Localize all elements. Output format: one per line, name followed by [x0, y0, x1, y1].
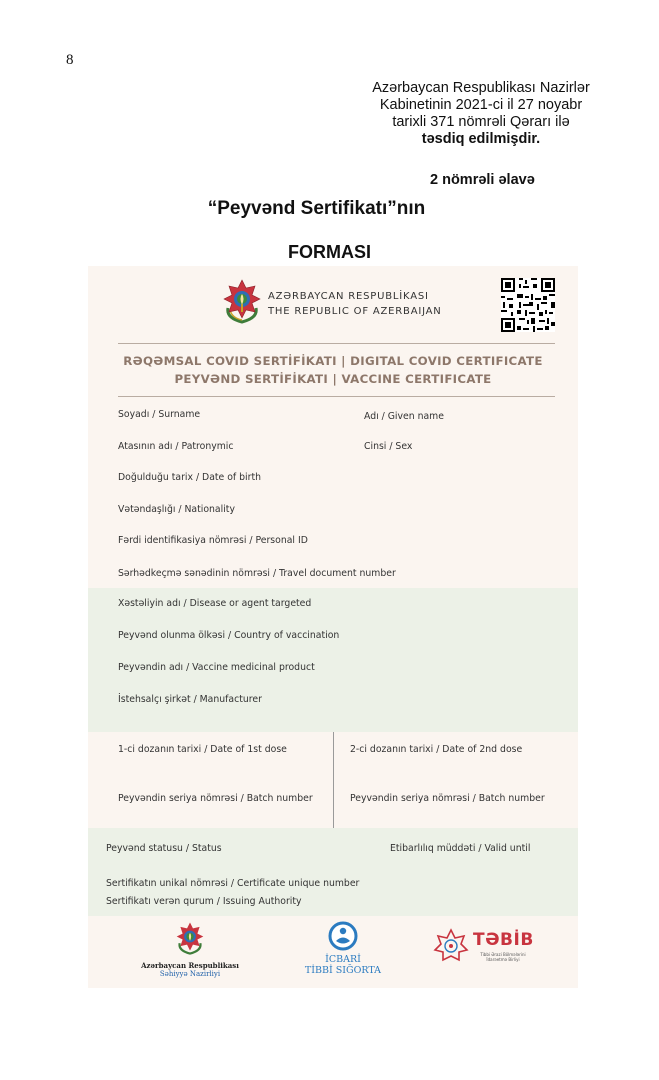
tabib-logo: [433, 928, 543, 968]
authority-logos: [88, 916, 578, 988]
field-manufacturer: İstehsalçı şirkət / Manufacturer: [118, 694, 262, 705]
republic-name: [268, 289, 442, 319]
field-personal-id: Fərdi identifikasiya nömrəsi / Personal ID: [118, 535, 308, 546]
field-patronymic: Atasının adı / Patronymic: [118, 441, 234, 452]
tabib-star-icon: [433, 928, 469, 964]
icbari-line2: TİBBİ SIĞORTA: [304, 965, 382, 976]
approval-line-3: tarixli 371 nömrəli Qərarı ilə: [392, 114, 570, 130]
field-issuing-authority: Sertifikatı verən qurum / Issuing Authority: [106, 896, 302, 907]
vaccine-certificate-form: [88, 266, 578, 988]
icbari-line1: İCBARİ: [325, 954, 361, 965]
tabib-subtitle: Tibbi Ərazi Bölmələrini İdarəetmə Birliyi: [480, 952, 526, 962]
field-unique-number: Sertifikatın unikal nömrəsi / Certificate unique number: [106, 878, 360, 889]
field-status: Peyvənd statusu / Status: [106, 843, 222, 854]
vaccination-band: [88, 588, 578, 732]
ministry-emblem-icon: [174, 921, 206, 955]
field-disease: Xəstəliyin adı / Disease or agent targeted: [118, 598, 312, 609]
field-batch-number-2: Peyvəndin seriya nömrəsi / Batch number: [350, 793, 545, 804]
certificate-title-digital: RƏQƏMSAL COVID SERTİFİKATI | DIGITAL COVID CERTIFICATE: [123, 354, 543, 368]
ministry-of-health-logo: [140, 921, 240, 978]
field-vaccine: Peyvəndin adı / Vaccine medicinal product: [118, 662, 315, 673]
ministry-name-line1: Azərbaycan Respublikası: [141, 961, 239, 970]
approval-line-1: Azərbaycan Respublikası Nazirlər: [372, 80, 590, 96]
tabib-wordmark: TƏBİB: [473, 930, 534, 950]
qr-code-icon: [501, 278, 555, 332]
field-dose1-date: 1-ci dozanın tarixi / Date of 1st dose: [118, 744, 287, 755]
header-divider: [118, 343, 555, 344]
approval-block: [361, 80, 601, 148]
icbari-tibbi-sigorta-logo: [298, 921, 388, 976]
certificate-header: [88, 266, 578, 344]
field-dose2-date: 2-ci dozanın tarixi / Date of 2nd dose: [350, 744, 523, 755]
field-sex: Cinsi / Sex: [364, 441, 413, 452]
icbari-insurance-icon: [328, 921, 358, 951]
certificate-title-vaccine: PEYVƏND SERTİFİKATI | VACCINE CERTIFICATE: [174, 372, 492, 386]
approval-line-4: təsdiq edilmişdir.: [421, 131, 541, 147]
form-heading: FORMASI: [288, 242, 371, 262]
republic-name-en: THE REPUBLIC OF AZERBAIJAN: [268, 306, 442, 317]
page-number: 8: [66, 52, 74, 68]
field-travel-document: Sərhədkeçmə sənədinin nömrəsi / Travel document number: [118, 568, 396, 579]
dose-column-divider: [333, 732, 334, 828]
azerbaijan-emblem-icon: [222, 278, 262, 324]
title-divider: [118, 396, 555, 397]
certificate-titles: [88, 352, 578, 388]
field-date-of-birth: Doğulduğu tarix / Date of birth: [118, 472, 261, 483]
field-given-name: Adı / Given name: [364, 411, 444, 422]
ministry-name-line2: Səhiyyə Nazirliyi: [159, 970, 221, 978]
approval-line-2: Kabinetinin 2021-ci il 27 noyabr: [379, 97, 583, 113]
field-valid-until: Etibarlılıq müddəti / Valid until: [390, 843, 531, 854]
field-surname: Soyadı / Surname: [118, 409, 201, 420]
field-batch-number-1: Peyvəndin seriya nömrəsi / Batch number: [118, 793, 313, 804]
field-nationality: Vətəndaşlığı / Nationality: [118, 504, 235, 515]
republic-name-az: AZƏRBAYCAN RESPUBLİKASI: [268, 291, 429, 302]
appendix-label: 2 nömrəli əlavə: [430, 172, 535, 188]
field-country: Peyvənd olunma ölkəsi / Country of vaccination: [118, 630, 340, 641]
document-title: “Peyvənd Sertifikatı”nın: [207, 198, 426, 219]
